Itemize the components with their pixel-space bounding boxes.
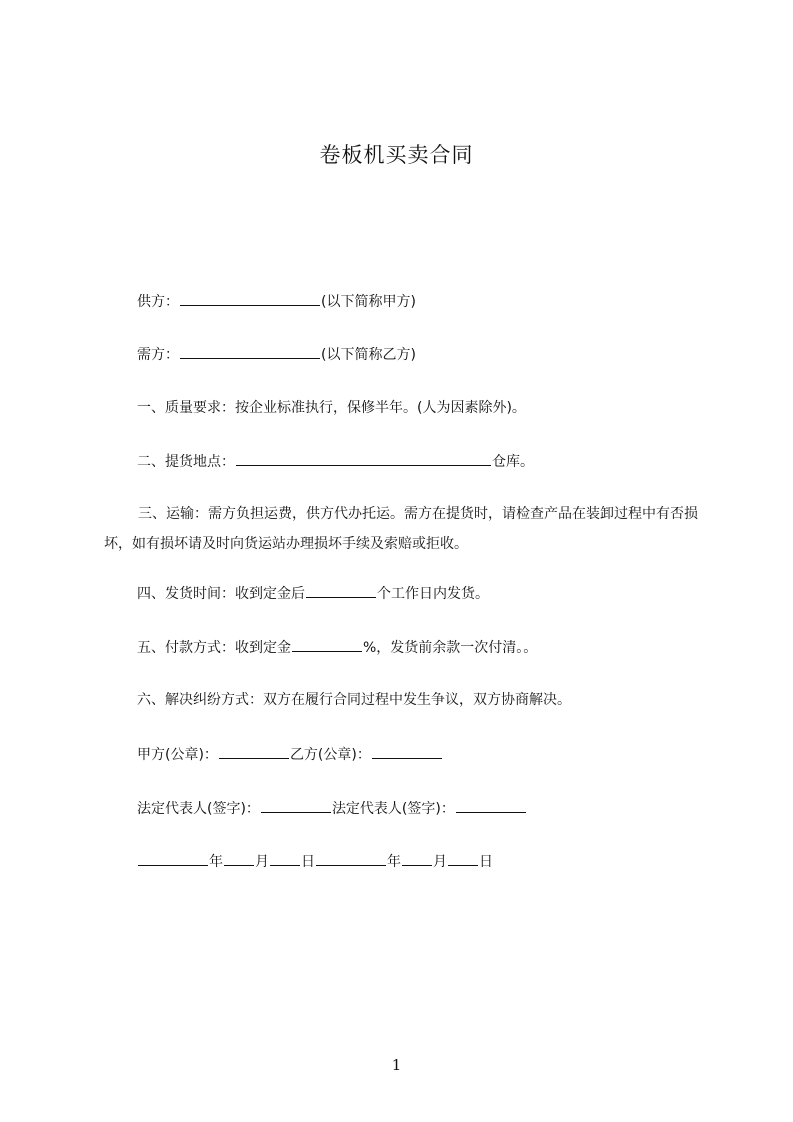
buyer-line: [137, 343, 416, 366]
party-a-month-label: 月: [255, 854, 269, 870]
party-a-seal-label: 甲方(公章)：: [137, 747, 218, 763]
party-a-day-label: 日: [301, 854, 315, 870]
clause-dispute: 六、解决纠纷方式：双方在履行合同过程中发生争议，双方协商解决。: [137, 692, 571, 708]
delivery-label: 四、发货时间：收到定金后: [137, 586, 305, 602]
party-b-signature-blank[interactable]: [456, 797, 526, 813]
buyer-suffix: (以下简称乙方): [321, 347, 416, 363]
payment-suffix: %，发货前余款一次付清。。: [363, 640, 538, 656]
party-b-seal-label: 乙方(公章)：: [289, 747, 371, 763]
pickup-suffix: 仓库。: [492, 454, 534, 470]
clause-delivery-time: [137, 582, 489, 605]
party-a-month-blank[interactable]: [224, 850, 254, 866]
party-a-year-blank[interactable]: [138, 850, 208, 866]
delivery-suffix: 个工作日内发货。: [377, 586, 489, 602]
supplier-line: [137, 290, 416, 313]
supplier-label: 供方：: [137, 294, 179, 310]
clause-payment: [137, 636, 537, 659]
supplier-suffix: (以下简称甲方): [321, 294, 416, 310]
deposit-percent-blank[interactable]: [292, 636, 362, 652]
party-b-seal-blank[interactable]: [372, 743, 442, 759]
party-a-rep-label: 法定代表人(签字)：: [137, 801, 260, 817]
party-b-day-label: 日: [479, 854, 493, 870]
clause-quality: 一、质量要求：按企业标准执行，保修半年。(人为因素除外)。: [137, 400, 526, 416]
party-a-signature-blank[interactable]: [261, 797, 331, 813]
supplier-blank[interactable]: [180, 290, 320, 306]
seal-line: [137, 743, 443, 766]
party-b-month-blank[interactable]: [402, 850, 432, 866]
party-b-day-blank[interactable]: [448, 850, 478, 866]
party-b-rep-label: 法定代表人(签字)：: [331, 801, 455, 817]
delivery-days-blank[interactable]: [306, 582, 376, 598]
buyer-label: 需方：: [137, 347, 179, 363]
page-number: 1: [391, 1056, 402, 1074]
party-a-day-blank[interactable]: [270, 850, 300, 866]
clause-pickup-location: [137, 450, 534, 473]
representative-line: [137, 797, 527, 820]
buyer-blank[interactable]: [180, 343, 320, 359]
pickup-label: 二、提货地点：: [137, 454, 235, 470]
party-a-seal-blank[interactable]: [219, 743, 289, 759]
date-line: [137, 850, 493, 873]
pickup-location-blank[interactable]: [236, 450, 491, 466]
party-b-year-label: 年: [387, 854, 401, 870]
party-a-year-label: 年: [209, 854, 223, 870]
party-b-year-blank[interactable]: [316, 850, 386, 866]
party-b-month-label: 月: [433, 854, 447, 870]
document-title: 卷板机买卖合同: [319, 143, 474, 167]
payment-label: 五、付款方式：收到定金: [137, 640, 291, 656]
clause-transport: 三、运输：需方负担运费，供方代办托运。需方在提货时，请检查产品在装卸过程中有否损坏，如有损坏请及时向货运站办理损坏手续及索赔或拒收。: [104, 506, 698, 552]
